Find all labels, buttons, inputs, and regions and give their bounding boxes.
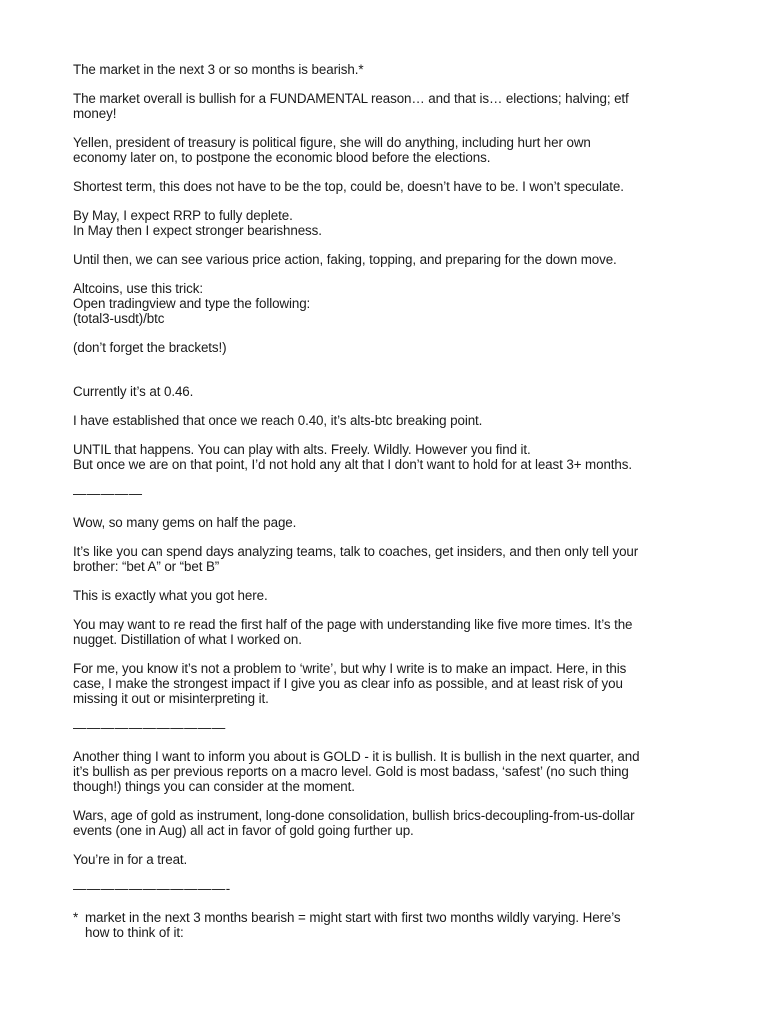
paragraph-line: (don’t forget the brackets!) — [73, 340, 227, 355]
section-separator — [73, 486, 713, 501]
paragraph-line: Wars, age of gold as instrument, long-done consolidation, bullish brics-decoupling-from-us-dollar — [73, 808, 635, 823]
paragraph — [73, 544, 713, 574]
paragraph — [73, 852, 713, 867]
paragraph — [73, 252, 713, 267]
paragraph-line: ——————————— — [73, 720, 226, 735]
paragraph-line: ———————————- — [73, 881, 231, 896]
section-separator — [73, 720, 713, 735]
footnote-line-2: how to think of it: — [85, 925, 184, 940]
paragraph — [73, 617, 713, 647]
paragraph-line: UNTIL that happens. You can play with alts. Freely. Wildly. However you find it. — [73, 442, 531, 457]
document-body — [73, 62, 713, 940]
paragraph-line: though!) things you can consider at the moment. — [73, 779, 355, 794]
paragraph-line: The market in the next 3 or so months is bearish.* — [73, 62, 364, 77]
paragraph-line: ————— — [73, 486, 143, 501]
paragraph — [73, 91, 713, 121]
paragraph-line: You’re in for a treat. — [73, 852, 188, 867]
paragraph-line: In May then I expect stronger bearishness. — [73, 223, 322, 238]
footnote-line-1: market in the next 3 months bearish = might start with first two months wildly varying. Here’s — [85, 910, 621, 925]
paragraph — [73, 208, 713, 238]
paragraph — [73, 340, 713, 355]
paragraph — [73, 135, 713, 165]
paragraph — [73, 808, 713, 838]
paragraph — [73, 588, 713, 603]
paragraph-line: nugget. Distillation of what I worked on. — [73, 632, 302, 647]
paragraph-line: It’s like you can spend days analyzing teams, talk to coaches, get insiders, and then only tell your — [73, 544, 639, 559]
paragraph-line: brother: “bet A” or “bet B” — [73, 559, 220, 574]
paragraph-line: Until then, we can see various price action, faking, topping, and preparing for the down move. — [73, 252, 617, 267]
paragraph-line: But once we are on that point, I’d not hold any alt that I don’t want to hold for at least 3+ months. — [73, 457, 632, 472]
paragraph-line: This is exactly what you got here. — [73, 588, 268, 603]
paragraph — [73, 179, 713, 194]
paragraph — [73, 62, 713, 77]
paragraph — [73, 384, 713, 399]
paragraph-line: Another thing I want to inform you about is GOLD - it is bullish. It is bullish in the next quarter, and — [73, 749, 640, 764]
paragraph-line: Yellen, president of treasury is political figure, she will do anything, including hurt her own — [73, 135, 591, 150]
paragraph-line: events (one in Aug) all act in favor of gold going further up. — [73, 823, 414, 838]
paragraph-list — [73, 62, 713, 896]
paragraph-line: economy later on, to postpone the economic blood before the elections. — [73, 150, 491, 165]
paragraph-line: missing it out or misinterpreting it. — [73, 691, 269, 706]
paragraph — [73, 413, 713, 428]
footnote — [73, 910, 713, 940]
paragraph-line: Wow, so many gems on half the page. — [73, 515, 297, 530]
paragraph-line: Altcoins, use this trick: — [73, 281, 203, 296]
paragraph-line: You may want to re read the first half of the page with understanding like five more times. It’s the — [73, 617, 633, 632]
paragraph — [73, 749, 713, 794]
paragraph — [73, 661, 713, 706]
paragraph-line: case, I make the strongest impact if I give you as clear info as possible, and at least risk of you — [73, 676, 623, 691]
paragraph-line: Open tradingview and type the following: — [73, 296, 311, 311]
paragraph — [73, 281, 713, 326]
paragraph — [73, 515, 713, 530]
paragraph-line: it’s bullish as per previous reports on a macro level. Gold is most badass, ‘safest’ (no such thing — [73, 764, 629, 779]
paragraph-line: The market overall is bullish for a FUNDAMENTAL reason… and that is… elections; halving; etf — [73, 91, 629, 106]
paragraph-line: I have established that once we reach 0.40, it’s alts-btc breaking point. — [73, 413, 483, 428]
paragraph-line: Currently it’s at 0.46. — [73, 384, 194, 399]
paragraph-line: By May, I expect RRP to fully deplete. — [73, 208, 293, 223]
paragraph-line: (total3-usdt)/btc — [73, 311, 165, 326]
paragraph-line: Shortest term, this does not have to be the top, could be, doesn’t have to be. I won’t speculate. — [73, 179, 624, 194]
section-separator — [73, 881, 713, 896]
paragraph-line: For me, you know it’s not a problem to ‘write’, but why I write is to make an impact. Here, in this — [73, 661, 627, 676]
paragraph-line: money! — [73, 106, 117, 121]
footnote-marker: * — [73, 910, 79, 925]
paragraph — [73, 442, 713, 472]
